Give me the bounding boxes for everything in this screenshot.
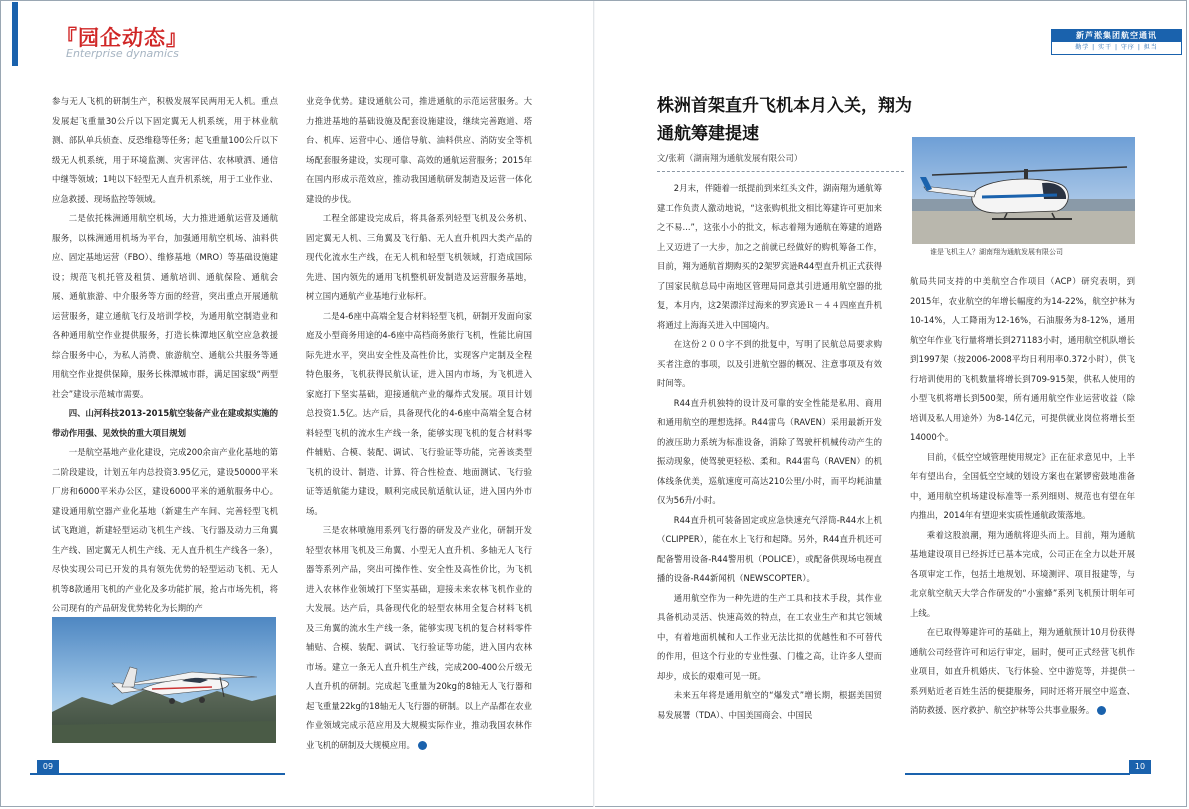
paragraph-text: 工程全部建设完成后，将具备系列轻型飞机及公务机、固定翼无人机、三角翼及飞行船、无人直升机四大类产品的现代化流水生产线，在无人机和轻型飞机领域，打造成国际先进、国内领先的通用飞机整机研发制造及运营服务基地，树立国内通航产业基地行业标杆。 xyxy=(306,213,532,301)
right-column-2-body xyxy=(910,272,1135,721)
paragraph-text: 在这份２００字不到的批复中，写明了民航总局要求购买者注意的事项，以及引进航空器的概况、注意事项及有效时间等。 xyxy=(657,339,882,388)
headline-divider xyxy=(657,171,904,172)
right-column-2 xyxy=(910,272,1135,721)
brand-slogan: 勤学 | 实干 | 守序 | 担当 xyxy=(1075,44,1158,51)
article-end-icon: + xyxy=(418,741,427,750)
page-gutter xyxy=(593,1,595,807)
body-paragraph xyxy=(657,394,882,511)
left-column-2 xyxy=(306,92,532,755)
body-paragraph xyxy=(52,92,278,209)
paragraph-text: 2月末，伴随着一纸提前到来红头文件，湖南翔为通航筹建工作负责人激动地说，“这张购机批文相比筹建许可更加来之不易...”，这张小小的批文，标志着翔为通航在筹建的道路上又迈进了一大步，加之之前就已经做好的购机筹备工作，目前，翔为通航首期购买的2架罗宾逊R44型直升机正式获得了国家民航总局中南地区管理局同意其引进通用航空器的批复，本月内，这2架漂洋过海来的罗宾逊Ｒ－４４四座直升机将通过上海海关进入中国境内。 xyxy=(657,183,882,330)
paragraph-text: 参与无人飞机的研制生产，积极发展军民两用无人机。重点发展起飞重量30公斤以下固定翼无人机系统，用于林业航测、部队单兵侦查、反恐维稳等任务；起飞重量100公斤以下级无人机系统，用于环境监测、灾害评估、农林喷洒、通信中继等领域；1吨以下轻型无人直升机系统，用于工业作业、应急救援、现场监控等领域。 xyxy=(52,96,278,204)
paragraph-text: 四、山河科技2013-2015航空装备产业在建或拟实施的带动作用强、见效快的重大项目规划 xyxy=(52,408,279,438)
body-paragraph xyxy=(306,209,532,307)
brand-name: 新芦淞集团航空通讯 xyxy=(1052,30,1181,42)
column-title: 『园企动态』 xyxy=(56,26,188,50)
body-paragraph xyxy=(657,179,882,335)
body-paragraph xyxy=(910,623,1135,721)
section-subheading xyxy=(52,404,278,443)
helicopter-illustration xyxy=(912,137,1135,244)
paragraph-text: R44直升机独特的设计及可靠的安全性能是私用、商用和通用航空的理想选择。R44雷鸟（RAVEN）采用最新开发的液压助力系统为标准设备，消除了驾驶杆机械传动产生的振动现象，使驾驶更轻松、柔和。R44雷鸟（RAVEN）的机体线条优美，巡航速度可高达210公里/小时，而平均耗油量仅为56升/小时。 xyxy=(657,397,882,505)
footer-line-right xyxy=(905,773,1130,775)
body-paragraph xyxy=(306,521,532,755)
paragraph-text: 一是航空基地产业化建设，完成200余亩产业化基地的第二阶段建设，计划五年内总投资3.95亿元，建设50000平米厂房和6000平米办公区，建设6000平米的通航服务中心。建设通用航空器产业化基地（新建生产车间、完善轻型飞机试飞跑道，新建轻型运动飞机生产线、飞行器及动力三角翼生产线、固定翼无人机生产线、无人直升机生产线各一条），尽快实现公司已开发的具有领先优势的轻型运动飞机、无人机等8款通用飞机的产业化及多功能扩展，抢占市场先机，将公司现有的产品研发优势转化为长期的产 xyxy=(52,447,278,613)
body-paragraph xyxy=(657,589,882,687)
light-aircraft-illustration xyxy=(52,617,276,743)
paragraph-text: 二是依托株洲通用航空机场，大力推进通航运营及通航服务，以株洲通用机场为平台，加强通用航空机场、油料供应、固定基地运营（FBO）、维修基地（MRO）等基础设施建设；规范飞机托管及租赁、通航培训、通航保险、通航会展、通航旅游、中介服务等方面的经营，突出重点开展通航运营服务，建立通航飞行及培训学校，为通用航空制造业和各种通用航空作业提供服务，打造长株潭地区航空应急救援综合服务中心，为私人消费、旅游航空、通航公共服务等通用航空作业提供保障，服务长株潭城市群，满足国家级“两型社会”建设示范城市需要。 xyxy=(52,213,278,399)
left-column-2-body xyxy=(306,92,532,755)
column-subtitle: Enterprise dynamics xyxy=(66,47,179,60)
body-paragraph xyxy=(910,272,1135,448)
paragraph-text: R44直升机可装备固定或应急快速充气浮筒-R44水上机（CLIPPER），能在水上飞行和起降。另外，R44直升机还可配备警用设备-R44警用机（POLICE），或配备供现场电视直播的设备-R44新闻机（NEWSCOPTER）。 xyxy=(657,514,882,583)
article-end-icon: + xyxy=(1097,706,1106,715)
right-column-1-body xyxy=(657,179,882,725)
left-column-1 xyxy=(52,92,278,619)
body-paragraph xyxy=(52,209,278,404)
body-paragraph xyxy=(306,307,532,522)
header-accent-bar xyxy=(12,2,58,66)
body-paragraph xyxy=(306,92,532,209)
body-paragraph xyxy=(657,335,882,394)
article-byline: 文/张莉（湖南翔为通航发展有限公司） xyxy=(657,153,803,163)
right-column-1 xyxy=(657,179,882,725)
light-aircraft-photo xyxy=(52,617,276,743)
body-paragraph xyxy=(910,526,1135,624)
paragraph-text: 航局共同支持的中美航空合作项目（ACP）研究表明，到2015年，农业航空的年增长幅度约为14-22%，航空护林为10-14%，人工降雨为12-16%，石油服务为8-12%，通用航空年作业飞行量将增长到271183小时，通用航空机队增长到1997架（按2006-2008平均日利用率0.372小时），供飞行培训使用的飞机数量将增长到709-915架，供私人使用的小型飞机将增长到500架，所有通用航空作业运营收益（除培训及私人用途外）为8-14亿元，可提供就业岗位将增长至14000个。 xyxy=(910,276,1135,442)
paragraph-text: 未来五年将是通用航空的“爆发式”增长期，根据美国贸易发展署（TDA）、中国美国商会、中国民 xyxy=(657,690,882,720)
paragraph-text: 通用航空作为一种先进的生产工具和技术手段，其作业具备机动灵活、快速高效的特点，在工农业生产和其它领域中，有着地面机械和人工作业无法比拟的优越性和不可替代的作用，但这个行业的专业性强、门槛之高，让许多人望而却步，成长的艰难可见一斑。 xyxy=(657,592,882,681)
paragraph-text: 三是农林喷施用系列飞行器的研发及产业化，研制开发轻型农林用飞机及三角翼、小型无人直升机、多轴无人飞行器等系列产品，突出可操作性、安全性及高性价比，为飞机进入农林作业领域打下坚实基础，迎接未来农林飞机作业的大发展。达产后，具备现代化的轻型农林用全复合材料飞机及三角翼的流水生产线一条，能够实现飞机的复合材料零件辅贴、合模、装配、调试、飞行验证等功能，进入国内农林市场。建立一条无人直升机生产线，完成200-400公斤级无人直升机的研制。完成起飞重量为20kg的8轴无人飞行器和起飞重量22kg的18轴无人飞行器的研制。以上产品都在农业作业领域完成示范应用及大规模实际作业，推动我国农林作业飞机的研制及大规模应用。 xyxy=(306,525,532,750)
left-column-1-body xyxy=(52,92,278,619)
paragraph-text: 二是4-6座中高端全复合材料轻型飞机，研制开发面向家庭及小型商务用途的4-6座中高档商务旅行飞机，性能比肩国际先进水平，突出安全性及高性价比，实现客户定制及全程特色服务，飞机获得民航认证，进入国内市场，为飞机进入家庭打下坚实基础，迎接通航产业的爆炸式发展。项目计划总投资1.5亿。达产后，具备现代化的4-6座中高端全复合材料轻型飞机的流水生产线一条，能够实现飞机的复合材料零件辅贴、合模、装配、调试、飞行验证等功能，完善该类型飞机的设计、制造、计算、符合性检查、地面测试、飞行验证等适航能力建设，顺利完成民航适航认证，进入国内外市场。 xyxy=(306,310,532,516)
brand-badge xyxy=(1051,29,1182,55)
helicopter-photo xyxy=(912,137,1135,244)
paragraph-text: 业竞争优势。建设通航公司，推进通航的示范运营服务。大力推进基地的基础设施及配套设施建设，继续完善跑道、塔台、机库、运营中心、通信导航、油料供应、消防安全等机场配套服务建设，实现可靠、高效的通航运营服务；2015年在国内形成示范效应，推动我国通航研发制造及运营一体化建设的步伐。 xyxy=(306,96,532,204)
photo-caption: 谁是飞机主人？湖南翔为通航发展有限公司 xyxy=(930,248,1063,256)
body-paragraph xyxy=(657,511,882,589)
body-paragraph xyxy=(52,443,278,619)
article-headline: 株洲首架直升飞机本月入关，翔为通航筹建提速 xyxy=(657,96,912,144)
paragraph-text: 在已取得筹建许可的基础上，翔为通航预计10月份获得通航公司经营许可和运行审定，届时，便可正式经营飞机作业项目，如直升机婚庆、飞行体验、空中游览等，并提供一系列贴近老百姓生活的便捷服务，同时还将开展空中巡查、消防救援、医疗救护、航空护林等公共事业服务。 xyxy=(910,627,1135,715)
page-number-right: 10 xyxy=(1129,760,1151,774)
page-number-left: 09 xyxy=(37,760,59,774)
body-paragraph xyxy=(657,686,882,725)
footer-line-left xyxy=(30,773,285,775)
body-paragraph xyxy=(910,448,1135,526)
paragraph-text: 目前，《低空空域管理使用规定》正在征求意见中，上半年有望出台，全国低空空域的划设方案也在紧锣密鼓地准备中，通用航空机场建设标准等一系列细则、规范也有望在年内推出，2014年有望迎来实质性通航政策落地。 xyxy=(910,451,1135,520)
paragraph-text: 乘着这股浪潮，翔为通航将迎头而上。目前，翔为通航基地建设项目已经拆迁已基本完成，公司正在全力以赴开展各项审定工作，包括土地规划、环境测评、项目报建等，与北京航空航天大学合作研发的“小蜜蜂”系列飞机预计明年可上线。 xyxy=(910,529,1135,618)
